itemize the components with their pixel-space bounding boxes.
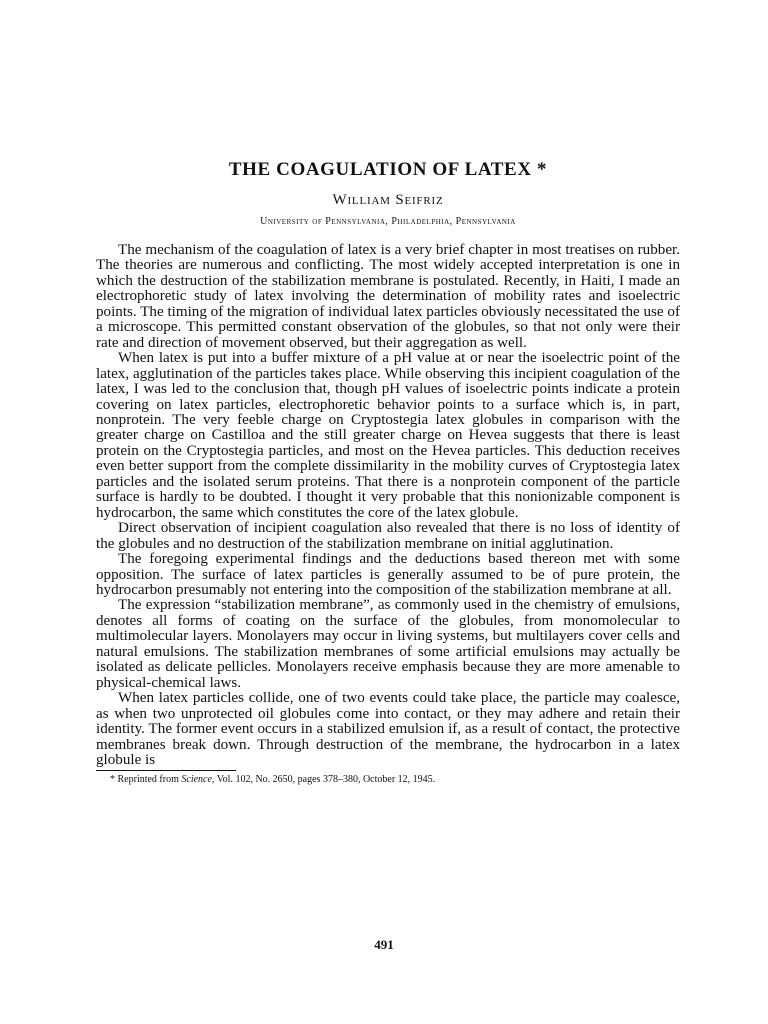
page-number: 491 <box>374 937 394 952</box>
paragraph-3: Direct observation of incipient coagulation also revealed that there is no loss of identity of the globules and no destruction of the stabilization membrane on initial agglutination. <box>96 520 680 552</box>
paragraph-4: The foregoing experimental findings and the deductions based thereon met with some opposition. The surface of latex particles is generally assumed to be of pure protein, the hydrocarbon presumably not entering into the composition of the stabilization membrane at all. <box>96 551 680 598</box>
paragraph-6: When latex particles collide, one of two events could take place, the particle may coalesce, as when two unprotected oil globules come into contact, or they may adhere and retain their identity. The former event occurs in a stabilized emulsion if, as a result of contact, the protective membranes break down. Through destruction of the membrane, the hydrocarbon in a latex globule is <box>96 690 680 768</box>
paragraph-1: The mechanism of the coagulation of latex is a very brief chapter in most treatises on rubber. The theories are numerous and conflicting. The most widely accepted interpretation is one in which the destruction of the stabilization membrane is postulated. Recently, in Haiti, I made an electrophoretic study of latex involving the determination of mobility rates and isoelectric points. The timing of the migration of individual latex particles obviously necessitated the use of a microscope. This permitted constant observation of the globules, so that not only were their rate and direction of movement observed, but their aggregation as well. <box>96 242 680 351</box>
footnote-divider <box>96 770 236 771</box>
footnote-lead: * Reprinted from <box>110 774 182 786</box>
article-body <box>96 243 680 768</box>
footnote-rest: , Vol. 102, No. 2650, pages 378–380, October 12, 1945. <box>211 774 436 786</box>
paragraph-5: The expression “stabilization membrane”, as commonly used in the chemistry of emulsions, denotes all forms of coating on the surface of the globules, from monomolecular to multimolecular layers. Monolayers may occur in living systems, but multilayers cover cells and natural emulsions. The stabilization membranes of some artificial emulsions may actually be isolated as delicate pellicles. Monolayers receive emphasis because they are more amenable to physical-chemical laws. <box>96 597 680 691</box>
author-affiliation: University of Pennsylvania, Philadelphia, Pennsylvania <box>260 216 516 227</box>
article-title: THE COAGULATION OF LATEX * <box>228 159 548 180</box>
author-name: William Seifriz <box>332 192 444 208</box>
footnote <box>96 773 680 786</box>
article-page <box>96 158 680 786</box>
paragraph-2: When latex is put into a buffer mixture of a pH value at or near the isoelectric point of the latex, agglutination of the particles takes place. While observing this incipient coagulation of the latex, I was led to the conclusion that, though pH values of isoelectric points indicate a protein covering on latex particles, electrophoretic behavior points to a surface which is, in part, nonprotein. The very feeble charge on Cryptostegia latex globules in comparison with the greater charge on Castilloa and the still greater charge on Hevea suggests that there is least protein on the Cryptostegia particles, and most on the Hevea particles. This deduction receives even better support from the complete dissimilarity in the mobility curves of Cryptostegia latex particles and the isolated serum proteins. That there is a nonprotein component of the particle surface is hardly to be doubted. I thought it very probable that this nonionizable component is hydrocarbon, the same which constitutes the core of the latex globule. <box>96 350 680 521</box>
footnote-journal: Science <box>181 774 212 786</box>
